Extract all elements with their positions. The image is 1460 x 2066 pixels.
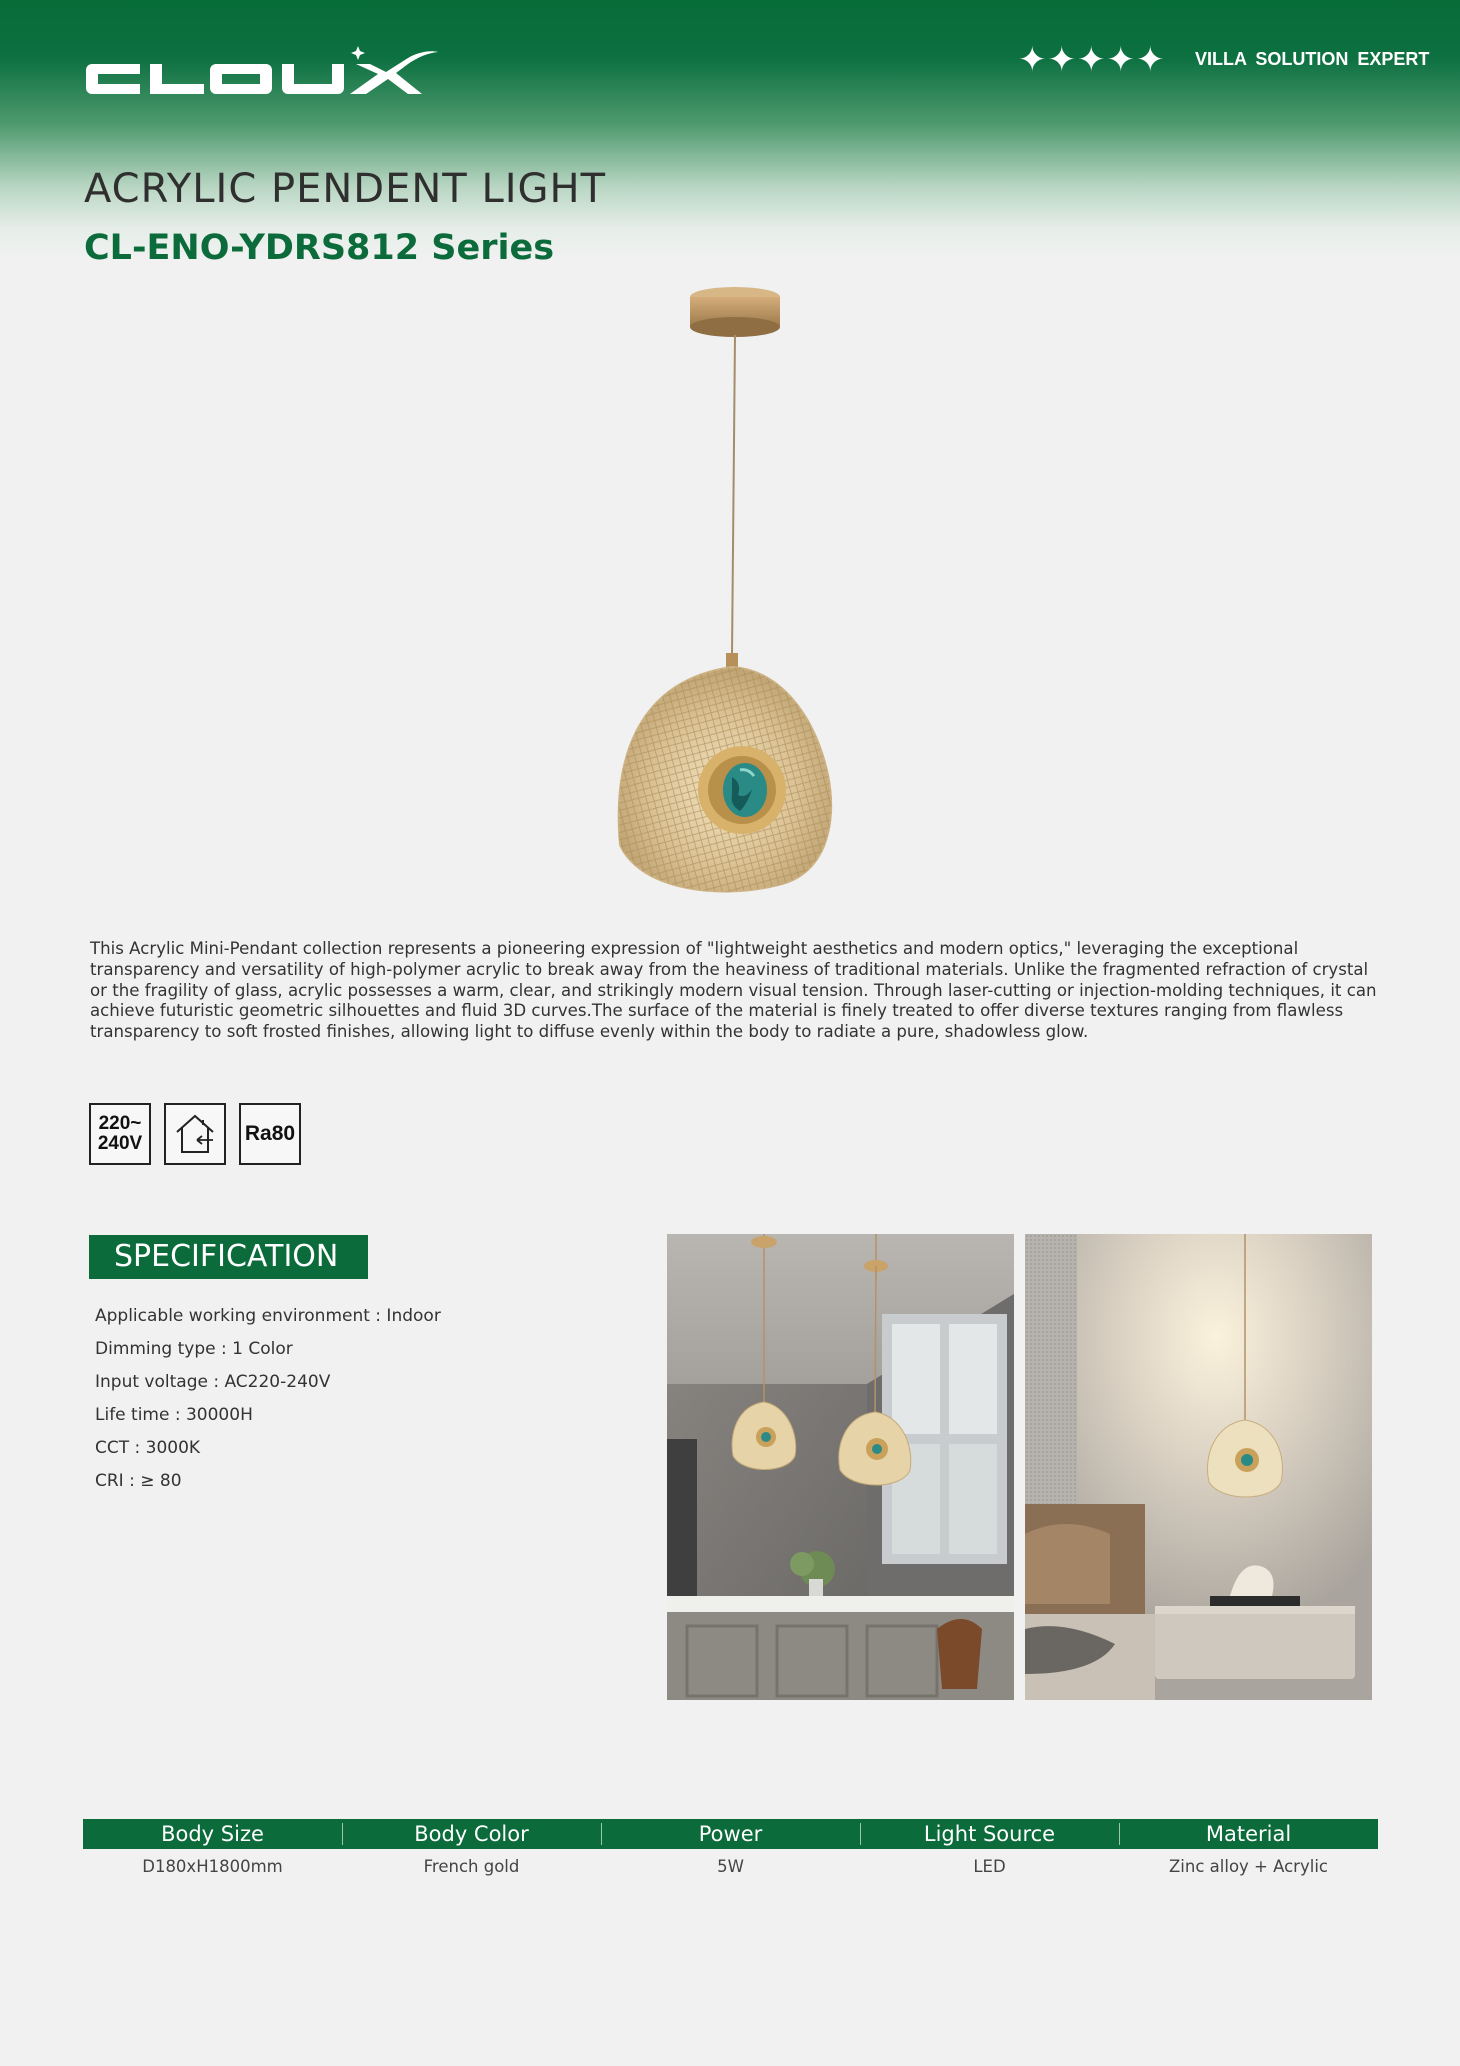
bedroom-scene-photo xyxy=(1025,1234,1372,1700)
cri-badge: Ra80 xyxy=(239,1103,301,1165)
spec-voltage: Input voltage : AC220-240V xyxy=(95,1372,331,1392)
header-gradient xyxy=(0,0,1460,260)
cloux-logo xyxy=(84,42,438,100)
table-header-power: Power xyxy=(601,1819,860,1849)
spec-dimming: Dimming type : 1 Color xyxy=(95,1339,293,1359)
spec-lifetime: Life time : 30000H xyxy=(95,1405,253,1425)
series-name: CL-ENO-YDRS812 Series xyxy=(84,228,555,268)
pendant-light-image xyxy=(600,285,860,910)
table-header-body-color: Body Color xyxy=(342,1819,601,1849)
table-header-body-size: Body Size xyxy=(161,1822,264,1846)
spec-cri: CRI : ≥ 80 xyxy=(95,1471,182,1491)
specification-list xyxy=(95,1300,441,1498)
feature-badges xyxy=(89,1103,301,1165)
kitchen-scene-photo xyxy=(667,1234,1014,1700)
table-header-light-source: Light Source xyxy=(860,1819,1119,1849)
spec-cct: CCT : 3000K xyxy=(95,1438,201,1458)
cell-body-size: D180xH1800mm xyxy=(142,1857,283,1876)
cell-material: Zinc alloy + Acrylic xyxy=(1169,1857,1328,1876)
indoor-house-icon xyxy=(171,1110,219,1158)
spec-environment: Applicable working environment : Indoor xyxy=(95,1306,441,1326)
rating-stars: ✦✦✦✦✦ xyxy=(1018,40,1166,80)
product-attributes-table xyxy=(83,1819,1378,1885)
table-header-row xyxy=(83,1819,1378,1849)
cell-light-source: LED xyxy=(973,1857,1006,1876)
voltage-line-2: 240V xyxy=(97,1133,143,1154)
voltage-badge xyxy=(89,1103,151,1165)
voltage-line-1: 220~ xyxy=(98,1113,142,1134)
brand-tagline: VILLA SOLUTION EXPERT xyxy=(1195,49,1430,69)
cell-body-color: French gold xyxy=(423,1857,520,1876)
product-description: This Acrylic Mini-Pendant collection represents a pioneering expression of "lightweight aesthetics and modern optics," leveraging the exceptional transparency and versatility of high-polymer acrylic to break away from the heaviness of traditional materials. Unlike the fragmented refraction of crystal or the fragility of glass, acrylic possesses a warm, clear, and strikingly modern visual tension. Through laser-cutting or injection-molding techniques, it can achieve futuristic geometric silhouettes and fluid 3D curves.The surface of the material is finely treated to offer diverse textures ranging from flawless transparency to soft frosted finishes, allowing light to diffuse evenly within the body to radiate a pure, shadowless glow. xyxy=(90,939,1377,1042)
table-row xyxy=(83,1849,1378,1885)
cell-power: 5W xyxy=(717,1857,744,1876)
indoor-badge xyxy=(164,1103,226,1165)
specification-heading: SPECIFICATION xyxy=(89,1235,368,1279)
page-title: ACRYLIC PENDENT LIGHT xyxy=(84,166,607,212)
table-header-material: Material xyxy=(1119,1819,1378,1849)
